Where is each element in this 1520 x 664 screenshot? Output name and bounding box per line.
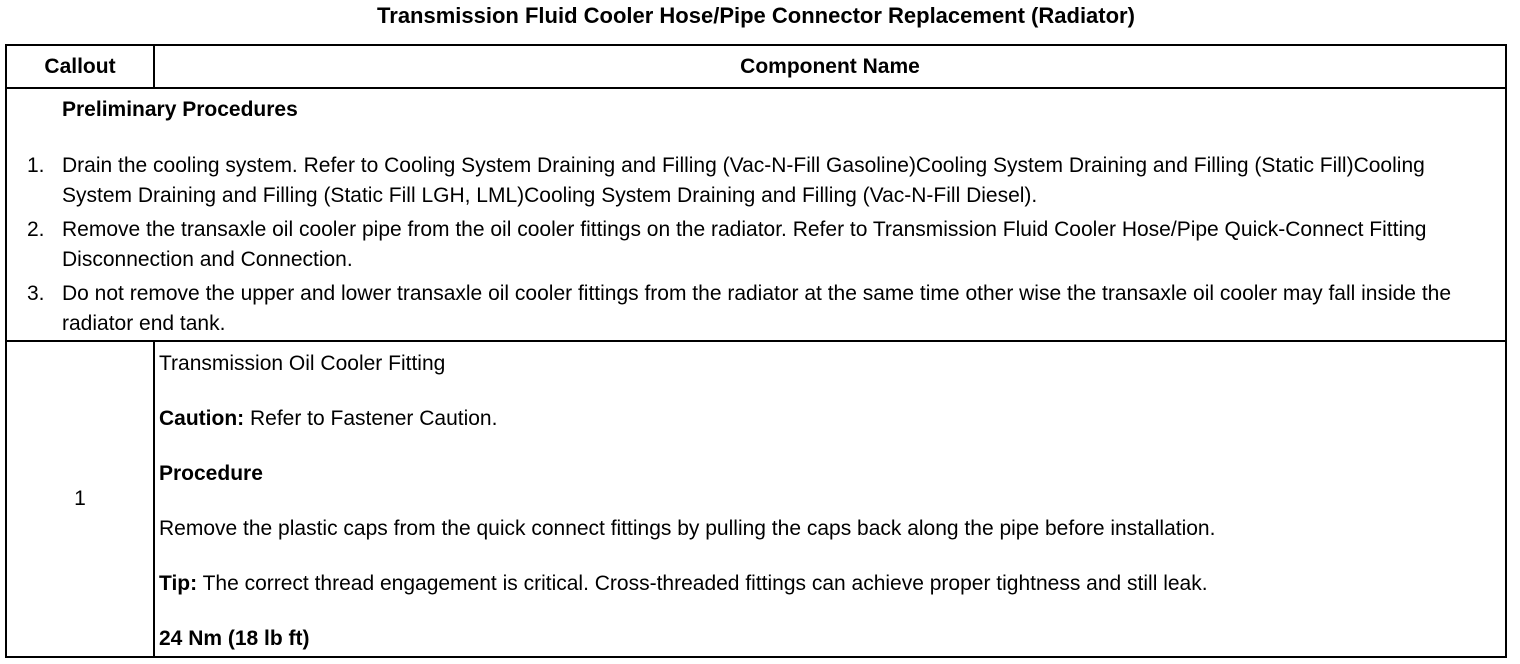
tip-text: The correct thread engagement is critical. Cross-threaded fittings can achieve proper tightness and still leak. xyxy=(197,572,1208,595)
tip-label: Tip: xyxy=(159,572,198,595)
document-title: Transmission Fluid Cooler Hose/Pipe Connector Replacement (Radiator) xyxy=(377,3,1135,28)
step-number: 2. xyxy=(27,218,45,241)
header-component-name: Component Name xyxy=(740,55,920,78)
callout-number: 1 xyxy=(7,342,155,656)
procedure-label: Procedure xyxy=(159,462,263,485)
caution-label: Caution: xyxy=(159,407,245,430)
procedure-text: Remove the plastic caps from the quick connect fittings by pulling the caps back along the pipe before installation. xyxy=(159,517,1216,540)
preliminary-procedures-title: Preliminary Procedures xyxy=(62,98,298,121)
preliminary-step xyxy=(7,279,1497,339)
step-text: Drain the cooling system. Refer to Cooling System Draining and Filling (Vac-N-Fill Gasoline)Cooling System Draining and Filling (Static Fill)Cooling System Draining and Filling (Static Fill LGH, LML)Cooling System Draining and Filling (Vac-N-Fill Diesel). xyxy=(62,154,1425,207)
step-text: Do not remove the upper and lower transaxle oil cooler fittings from the radiator at the same time other wise the transaxle oil cooler may fall inside the radiator end tank. xyxy=(62,282,1452,335)
preliminary-steps-list xyxy=(7,151,1497,343)
caution-line xyxy=(159,405,497,433)
table-header-row xyxy=(7,46,1505,89)
step-number: 1. xyxy=(27,154,45,177)
torque-spec: 24 Nm (18 lb ft) xyxy=(159,627,310,650)
caution-text: Refer to Fastener Caution. xyxy=(244,407,498,430)
component-name: Transmission Oil Cooler Fitting xyxy=(159,352,446,375)
preliminary-procedures-row xyxy=(7,89,1505,342)
header-callout: Callout xyxy=(7,46,155,87)
step-text: Remove the transaxle oil cooler pipe from the oil cooler fittings on the radiator. Refer to Transmission Fluid Cooler Hose/Pipe Quick-Connect Fitting Disconnection and Connection. xyxy=(62,218,1427,271)
procedure-table xyxy=(5,44,1507,658)
table-row xyxy=(7,342,1505,656)
preliminary-step xyxy=(7,151,1497,211)
tip-line xyxy=(159,570,1208,598)
step-number: 3. xyxy=(27,282,45,305)
preliminary-step xyxy=(7,215,1497,275)
